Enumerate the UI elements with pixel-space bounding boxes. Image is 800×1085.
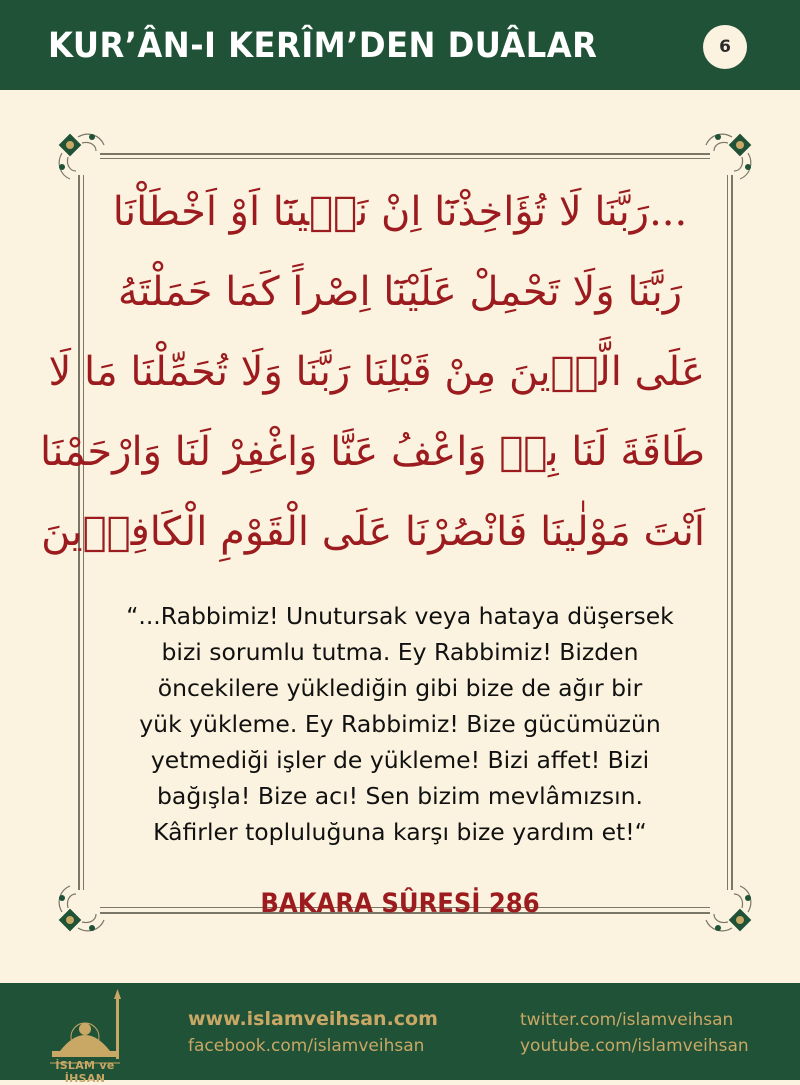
corner-ornament-icon (702, 882, 762, 942)
twitter-link[interactable]: twitter.com/islamveihsan (520, 1010, 734, 1030)
surah-reference: BAKARA SÛRESİ 286 (260, 888, 540, 919)
header-bar (0, 0, 800, 90)
arabic-line: طَاقَةَ لَنَا بِهٖ وَاعْفُ عَنَّا وَاغْفِرْ لَنَا وَارْحَمْنَا (40, 429, 705, 475)
translation-text (75, 598, 725, 850)
corner-ornament-icon (48, 123, 108, 183)
arabic-line: عَلَى الَّذٖينَ مِنْ قَبْلِنَا رَبَّنَا وَلَا تُحَمِّلْنَا مَا لَا (48, 349, 705, 395)
arabic-line: رَبَّنَا وَلَا تَحْمِلْ عَلَيْنَٓا اِصْراً كَمَا حَمَلْتَهُ (117, 269, 683, 315)
arabic-line: ...رَبَّنَا لَا تُؤَاخِذْنَٓا اِنْ نَسٖينَٓا اَوْ اَخْطَاْنَا (112, 189, 688, 235)
page-number-badge: 6 (703, 25, 747, 69)
page-title: KUR’ÂN-I KERÎM’DEN DUÂLAR (48, 26, 598, 66)
facebook-link[interactable]: facebook.com/islamveihsan (188, 1036, 425, 1056)
arabic-dua (40, 180, 705, 580)
translation-line: “...Rabbimiz! Unutursak veya hataya düşersek (126, 602, 674, 630)
corner-ornament-icon (702, 123, 762, 183)
translation-line: yetmediği işler de yükleme! Bizi affet! Bizi (150, 746, 650, 774)
footer-bar (0, 983, 800, 1085)
translation-line: öncekilere yüklediğin gibi bize de ağır bir (157, 674, 643, 702)
translation-line: bizi sorumlu tutma. Ey Rabbimiz! Bizden (161, 638, 639, 666)
website-link[interactable]: www.islamveihsan.com (188, 1008, 438, 1030)
logo-text: İSLAM ve İHSAN (55, 1059, 115, 1085)
youtube-link[interactable]: youtube.com/islamveihsan (520, 1036, 749, 1056)
corner-ornament-icon (48, 882, 108, 942)
translation-line: Kâfirler topluluğuna karşı bize yardım et!“ (153, 818, 647, 846)
translation-line: yük yükleme. Ey Rabbimiz! Bize gücümüzün (139, 710, 661, 738)
translation-line: bağışla! Bize acı! Sen bizim mevlâmızsın. (157, 782, 643, 810)
arabic-line: اَنْتَ مَوْلٰينَا فَانْصُرْنَا عَلَى الْقَوْمِ الْكَافِرٖينَ (41, 509, 705, 555)
